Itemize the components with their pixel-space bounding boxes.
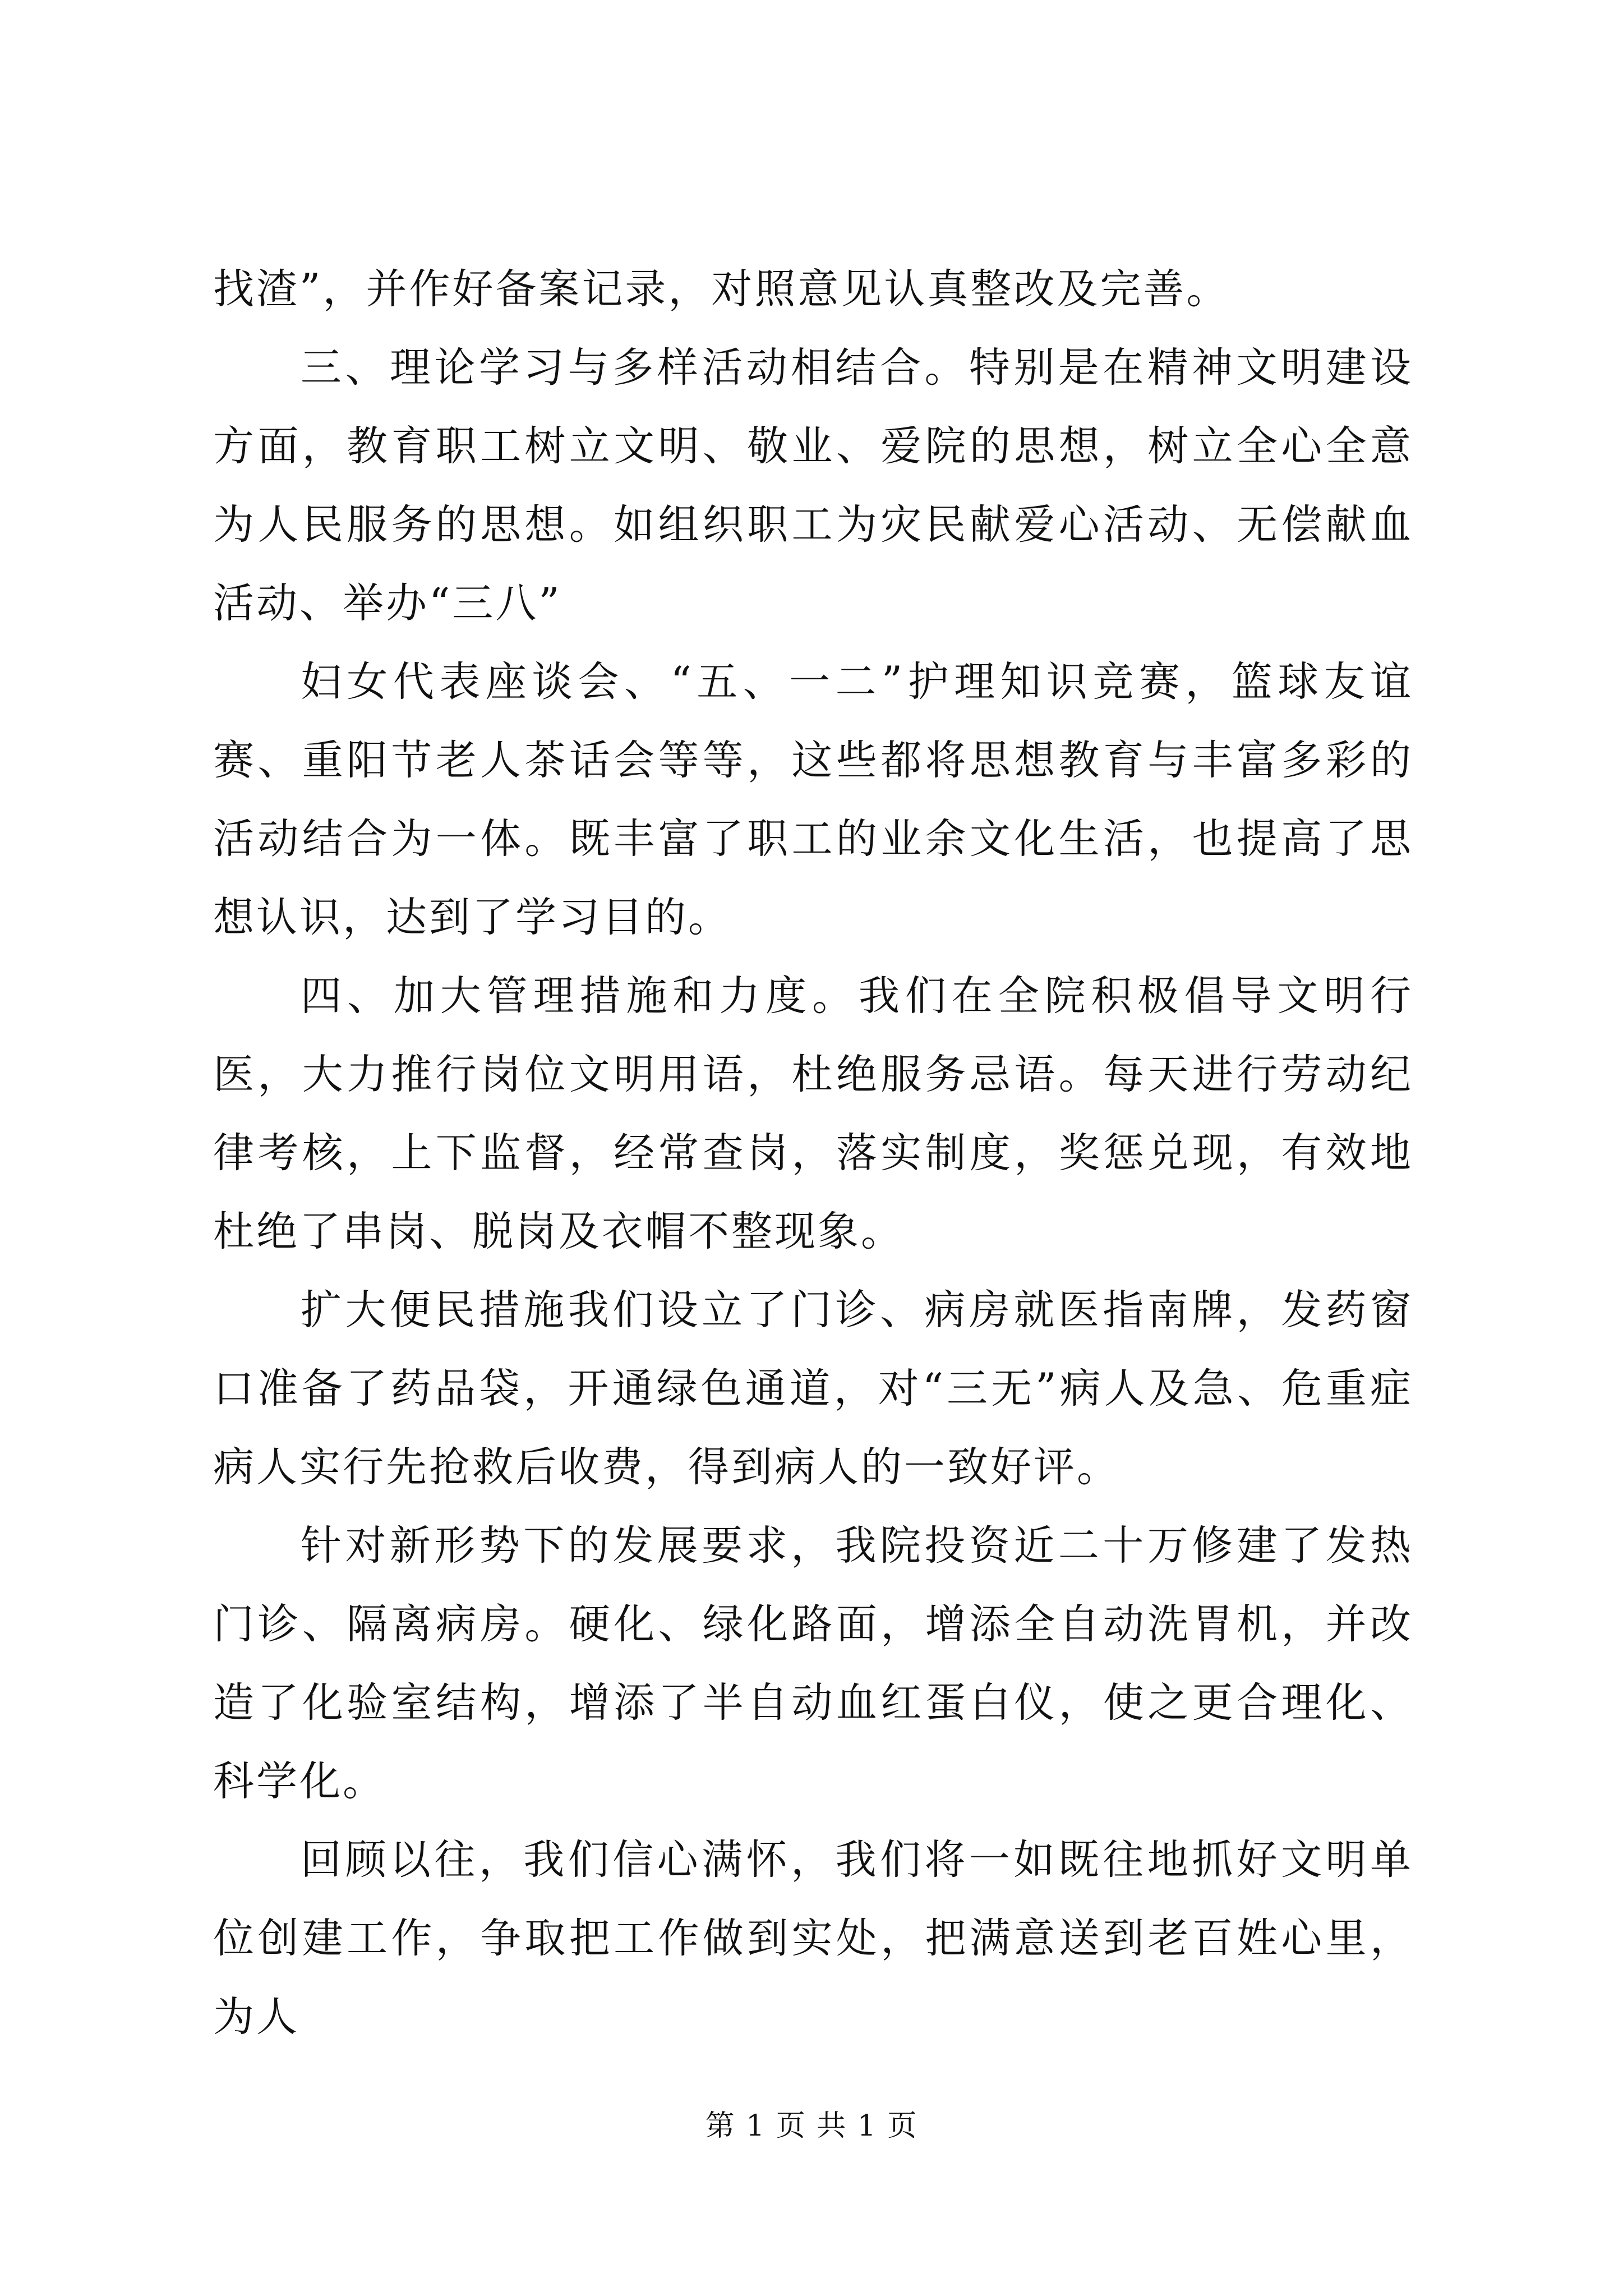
paragraph-review: 回顾以往，我们信心满怀，我们将一如既往地抓好文明单位创建工作，争取把工作做到实处，把满意送到老百姓心里，为人 <box>213 1836 1413 2041</box>
paragraph-activities: 妇女代表座谈会、“五、一二”护理知识竞赛，篮球友谊赛、重阳节老人茶话会等等，这些都将思想教育与丰富多彩的活动结合为一体。既丰富了职工的业余文化生活，也提高了思想认识，达到了学习目的。 <box>213 658 1413 941</box>
page-number-footer: 第 1 页 共 1 页 <box>705 2109 918 2143</box>
paragraph-management: 四、加大管理措施和力度。我们在全院积极倡导文明行医，大力推行岗位文明用语，杜绝服务忌语。每天进行劳动纪律考核，上下监督，经常查岗，落实制度，奖惩兑现，有效地杜绝了串岗、脱岗及衣帽不整现象。 <box>213 972 1413 1255</box>
paragraph-development: 针对新形势下的发展要求，我院投资近二十万修建了发热门诊、隔离病房。硬化、绿化路面，增添全自动洗胃机，并改造了化验室结构，增添了半自动血红蛋白仪，使之更合理化、科学化。 <box>213 1522 1413 1805</box>
document-body <box>213 250 1413 2056</box>
paragraph-convenience: 扩大便民措施我们设立了门诊、病房就医指南牌，发药窗口准备了药品袋，开通绿色通道，对“三无”病人及急、危重症病人实行先抢救后收费，得到病人的一致好评。 <box>213 1286 1413 1491</box>
paragraph-continuation: 找渣”，并作好备案记录，对照意见认真整改及完善。 <box>213 265 1230 313</box>
paragraph-theory-study: 三、理论学习与多样活动相结合。特别是在精神文明建设方面，教育职工树立文明、敬业、爱院的思想，树立全心全意为人民服务的思想。如组织职工为灾民献爱心活动、无偿献血活动、举办“三八” <box>213 344 1413 627</box>
